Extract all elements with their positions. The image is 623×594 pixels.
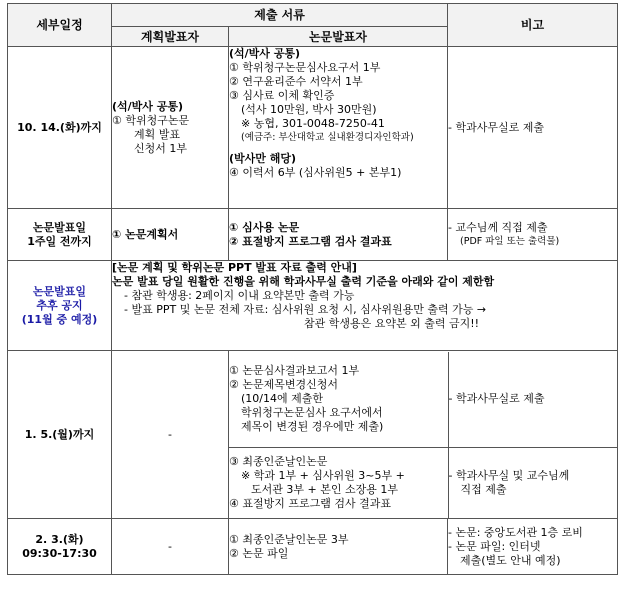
row2-plan: ① 논문계획서 [112, 209, 229, 261]
row5-remark-line: - 논문 파일: 인터넷 [448, 539, 541, 553]
row3-date [8, 261, 112, 351]
table-row [8, 209, 618, 261]
row1-thesis-line: ※ 농협, 301-0048-7250-41 [241, 117, 385, 130]
notice-line: - 참관 학생용: 2페이지 이내 요약본만 출력 가능 [124, 289, 355, 302]
row5-remark [448, 519, 618, 575]
row3-date-line: 논문발표일 [32, 284, 87, 298]
row4-thesis-line: ※ 학과 1부 + 심사위원 3~5부 + [241, 468, 405, 482]
row4-thesis-line: 제목이 변경된 경우에만 제출) [241, 420, 384, 434]
notice-line: 논문 발표 당일 원활한 진행을 위해 학과사무실 출력 기준을 아래와 같이 제한함 [112, 275, 495, 288]
row4-thesis-line: (10/14에 제출한 [241, 392, 323, 406]
row4-remark-line: - 학과사무실 및 교수님께 [448, 468, 570, 482]
row3-date-line: 추후 공지 [36, 298, 83, 312]
row5-plan: - [112, 519, 229, 575]
table-row [8, 47, 618, 209]
notice-line: - 발표 PPT 및 논문 전체 자료: 심사위원 요청 시, 심사위원용만 출력 가능 → [124, 303, 487, 316]
row1-plan-line: 신청서 1부 [134, 141, 187, 155]
row3-notice [112, 261, 618, 351]
row2-date-line: 1주일 전까지 [27, 234, 92, 248]
row2-thesis [229, 209, 448, 261]
row4-remark-line: 직접 제출 [460, 482, 507, 496]
row5-remark-line: - 논문: 중앙도서관 1층 로비 [448, 525, 583, 539]
header-schedule: 세부일정 [8, 4, 112, 47]
row4-remark-bottom [448, 448, 618, 518]
row5-thesis-line: ① 최종인준날인논문 3부 [229, 532, 349, 546]
row4-thesis-line: ① 논문심사결과보고서 1부 [229, 364, 360, 378]
row2-remark [448, 209, 618, 261]
row5-date [8, 519, 112, 575]
row4-thesis-line: 도서관 3부 + 본인 소장용 1부 [251, 482, 398, 496]
table-row [8, 519, 618, 575]
row5-thesis [229, 519, 448, 575]
row4-thesis-bottom [229, 448, 448, 518]
schedule-table [7, 3, 618, 575]
header-plan-presenter: 계획발표자 [112, 27, 229, 47]
notice-line: 참관 학생용은 요약본 외 출력 금지!! [304, 317, 480, 330]
row2-date-line: 논문발표일 [32, 220, 87, 234]
row4-remark-top: - 학과사무실로 제출 [448, 352, 618, 448]
row1-thesis-line: ③ 심사료 이체 확인증 [229, 89, 335, 102]
row4-thesis-line: 학위청구논문심사 요구서에서 [241, 406, 383, 420]
row1-thesis-line: ② 연구윤리준수 서약서 1부 [229, 75, 363, 88]
row2-remark-line: (PDF 파일 또는 출력물) [460, 235, 560, 247]
row4-plan: - [112, 351, 229, 519]
row2-remark-line: - 교수님께 직접 제출 [448, 220, 548, 234]
row5-date-line: 2. 3.(화) [35, 532, 84, 546]
row1-remark: - 학과사무실로 제출 [448, 47, 618, 209]
row1-thesis-line: (석/박사 공통) [229, 47, 301, 60]
row5-date-line: 09:30-17:30 [22, 546, 97, 560]
row4-date: 1. 5.(월)까지 [8, 351, 112, 519]
row1-date: 10. 14.(화)까지 [8, 47, 112, 209]
row1-plan-line: 계획 발표 [134, 127, 181, 141]
notice-title: [논문 계획 및 학위논문 PPT 발표 자료 출력 안내] [112, 261, 357, 274]
header-thesis-presenter: 논문발표자 [229, 27, 448, 47]
row1-plan-title: (석/박사 공통) [112, 99, 184, 113]
row2-thesis-line: ② 표절방지 프로그램 검사 결과표 [229, 234, 392, 248]
row1-thesis-line: ① 학위청구논문심사요구서 1부 [229, 61, 381, 74]
row1-thesis-line: (석사 10만원, 박사 30만원) [241, 103, 377, 116]
row1-thesis-line: ④ 이력서 6부 (심사위원5 + 본부1) [229, 166, 402, 179]
row4-subtable [229, 352, 618, 518]
row2-date [8, 209, 112, 261]
row1-plan [112, 47, 229, 209]
row1-thesis-line: (박사만 해당) [229, 152, 297, 165]
header-documents: 제출 서류 [112, 4, 448, 27]
table-row [8, 351, 618, 519]
row1-thesis-line: (예금주: 부산대학교 실내환경디자인학과) [241, 132, 414, 143]
row1-thesis [229, 47, 448, 209]
row4-thesis-top [229, 352, 448, 448]
header-remarks: 비고 [448, 4, 618, 47]
table-row [8, 261, 618, 351]
row2-thesis-line: ① 심사용 논문 [229, 220, 300, 234]
row4-thesis-line: ④ 표절방지 프로그램 검사 결과표 [229, 496, 391, 510]
row4-thesis-line: ③ 최종인준날인논문 [229, 454, 328, 468]
row5-thesis-line: ② 논문 파일 [229, 546, 289, 560]
row5-remark-line: 제출(별도 안내 예정) [460, 553, 561, 567]
row3-date-line: (11월 중 예정) [21, 312, 98, 326]
row4-split [229, 351, 618, 519]
row1-plan-line: ① 학위청구논문 [112, 113, 190, 127]
row4-thesis-line: ② 논문제목변경신청서 [229, 378, 338, 392]
